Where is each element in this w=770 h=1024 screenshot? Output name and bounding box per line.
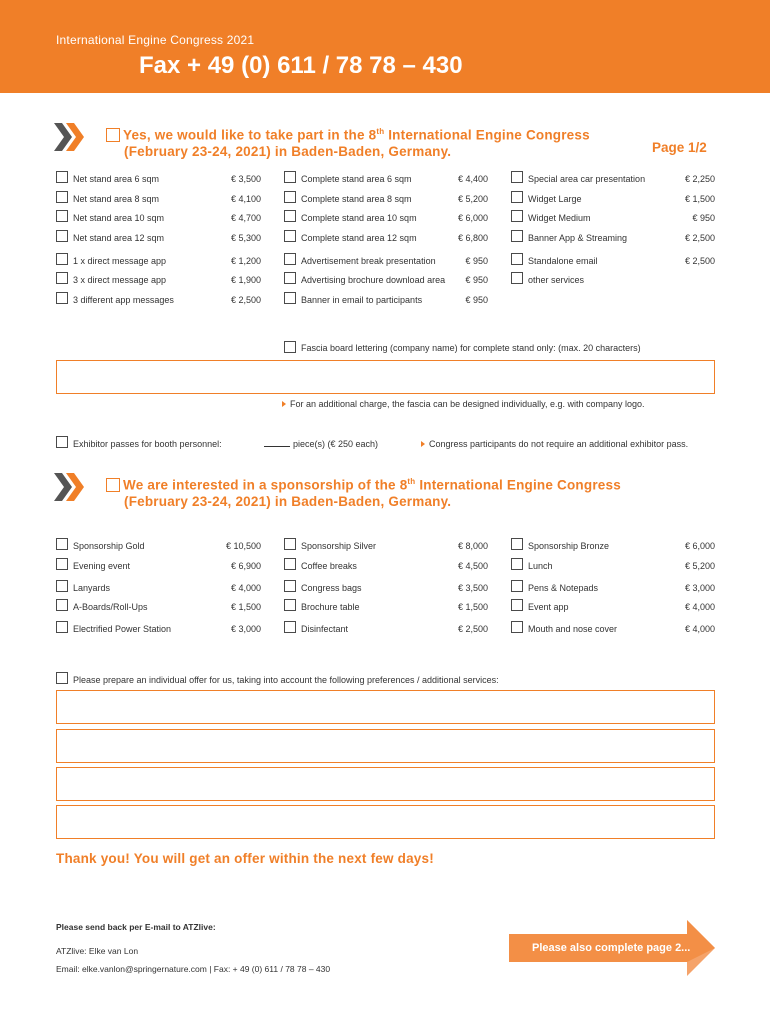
option-label: 3 different app messages — [73, 295, 174, 305]
option-checkbox[interactable] — [56, 538, 68, 550]
option-checkbox[interactable] — [284, 538, 296, 550]
offer-text-field-3[interactable] — [56, 767, 715, 801]
exhibitor-pass-note: Congress participants do not require an additional exhibitor pass. — [421, 439, 688, 449]
option-checkbox[interactable] — [511, 171, 523, 183]
fax-number: Fax + 49 (0) 611 / 78 78 – 430 — [139, 52, 463, 79]
option-price: € 2,500 — [457, 624, 488, 634]
option-price: € 4,500 — [457, 561, 488, 571]
option-checkbox[interactable] — [284, 253, 296, 265]
option-label: 3 x direct message app — [73, 275, 167, 285]
option-label: Brochure table — [301, 602, 360, 612]
fascia-note: For an additional charge, the fascia can be designed individually, e.g. with company logo. — [282, 399, 645, 409]
option-label: Congress bags — [301, 583, 362, 593]
option-price: € 4,000 — [684, 602, 715, 612]
option-label: Advertisement break presentation — [301, 256, 436, 266]
option-checkbox[interactable] — [511, 253, 523, 265]
option-label: A-Boards/Roll-Ups — [73, 602, 148, 612]
option-label: Net stand area 8 sqm — [73, 194, 160, 204]
option-price: € 950 — [465, 256, 488, 266]
option-checkbox[interactable] — [56, 292, 68, 304]
option-label: Advertising brochure download area — [301, 275, 446, 285]
option-checkbox[interactable] — [56, 580, 68, 592]
option-price: € 1,900 — [230, 275, 261, 285]
option-price: € 4,400 — [457, 174, 488, 184]
option-price: € 4,000 — [230, 583, 261, 593]
individual-offer-checkbox[interactable] — [56, 672, 68, 684]
option-label: Complete stand area 6 sqm — [301, 174, 412, 184]
option-label: 1 x direct message app — [73, 256, 167, 266]
option-checkbox[interactable] — [284, 272, 296, 284]
option-label: Evening event — [73, 561, 131, 571]
option-checkbox[interactable] — [56, 599, 68, 611]
option-label: Widget Medium — [528, 213, 591, 223]
option-checkbox[interactable] — [284, 191, 296, 203]
option-checkbox[interactable] — [284, 210, 296, 222]
option-checkbox[interactable] — [56, 230, 68, 242]
option-label: Disinfectant — [301, 624, 349, 634]
option-checkbox[interactable] — [511, 621, 523, 633]
option-checkbox[interactable] — [511, 538, 523, 550]
option-label: Complete stand area 12 sqm — [301, 233, 417, 243]
option-label: Mouth and nose cover — [528, 624, 618, 634]
option-price: € 2,500 — [684, 233, 715, 243]
option-price: € 2,250 — [684, 174, 715, 184]
option-price: € 5,200 — [684, 561, 715, 571]
congress-subtitle: International Engine Congress 2021 — [56, 33, 255, 47]
option-price: € 3,500 — [230, 174, 261, 184]
offer-text-field-4[interactable] — [56, 805, 715, 839]
option-checkbox[interactable] — [284, 621, 296, 633]
option-checkbox[interactable] — [56, 253, 68, 265]
option-price: € 2,500 — [230, 295, 261, 305]
option-checkbox[interactable] — [56, 191, 68, 203]
option-price: € 4,100 — [230, 194, 261, 204]
option-label: Sponsorship Gold — [73, 541, 145, 551]
thank-you-message: Thank you! You will get an offer within the next few days! — [56, 851, 434, 866]
option-price: € 4,700 — [230, 213, 261, 223]
option-label: other services — [528, 275, 585, 285]
option-checkbox[interactable] — [284, 230, 296, 242]
option-checkbox[interactable] — [511, 272, 523, 284]
option-label: Sponsorship Bronze — [528, 541, 610, 551]
fascia-label: Fascia board lettering (company name) for complete stand only: (max. 20 characters) — [301, 343, 641, 353]
contact-name: ATZlive: Elke van Lon — [56, 946, 139, 956]
option-price: € 5,300 — [230, 233, 261, 243]
option-label: Complete stand area 10 sqm — [301, 213, 417, 223]
option-label: Electrified Power Station — [73, 624, 172, 634]
option-price: € 3,000 — [230, 624, 261, 634]
option-label: Event app — [528, 602, 569, 612]
option-checkbox[interactable] — [284, 558, 296, 570]
option-label: Standalone email — [528, 256, 598, 266]
option-label: Widget Large — [528, 194, 582, 204]
triangle-right-icon — [421, 441, 425, 447]
option-price: € 6,000 — [457, 213, 488, 223]
option-price: € 2,500 — [684, 256, 715, 266]
option-price: € 950 — [465, 295, 488, 305]
option-checkbox[interactable] — [56, 171, 68, 183]
option-label: Coffee breaks — [301, 561, 357, 571]
option-checkbox[interactable] — [511, 191, 523, 203]
sponsorship-checkbox[interactable] — [106, 478, 120, 492]
participate-checkbox[interactable] — [106, 128, 120, 142]
option-price: € 950 — [465, 275, 488, 285]
option-checkbox[interactable] — [511, 580, 523, 592]
option-checkbox[interactable] — [56, 210, 68, 222]
contact-email: Email: elke.vanlon@springernature.com | Fax: + 49 (0) 611 / 78 78 – 430 — [56, 964, 331, 974]
option-price: € 6,000 — [684, 541, 715, 551]
option-price: € 3,000 — [684, 583, 715, 593]
individual-offer-label: Please prepare an individual offer for us, taking into account the following preferences / additional services: — [73, 675, 499, 685]
option-price: € 4,000 — [684, 624, 715, 634]
option-price: € 8,000 — [457, 541, 488, 551]
offer-text-field-1[interactable] — [56, 690, 715, 724]
quantity-field[interactable] — [264, 446, 290, 447]
section1-title: Yes, we would like to take part in the 8th International Engine Congress (February 23-24, 2021) in Baden-Baden, Germany. — [106, 124, 590, 160]
fascia-text-field[interactable] — [56, 360, 715, 394]
option-checkbox[interactable] — [511, 599, 523, 611]
offer-text-field-2[interactable] — [56, 729, 715, 763]
option-label: Banner in email to participants — [301, 295, 423, 305]
fascia-checkbox[interactable] — [284, 341, 296, 353]
double-chevron-right-icon — [54, 473, 86, 501]
option-label: Lunch — [528, 561, 553, 571]
double-chevron-right-icon — [54, 123, 86, 151]
option-price: € 1,500 — [684, 194, 715, 204]
option-price: € 1,500 — [230, 602, 261, 612]
page-number: Page 1/2 — [652, 140, 707, 155]
exhibitor-pass-label: Exhibitor passes for booth personnel: — [73, 439, 222, 449]
option-label: Banner App & Streaming — [528, 233, 628, 243]
option-checkbox[interactable] — [284, 292, 296, 304]
option-price: € 3,500 — [457, 583, 488, 593]
send-back-heading: Please send back per E-mail to ATZlive: — [56, 922, 216, 932]
option-checkbox[interactable] — [284, 171, 296, 183]
option-label: Complete stand area 8 sqm — [301, 194, 412, 204]
option-label: Pens & Notepads — [528, 583, 599, 593]
triangle-right-icon — [282, 401, 286, 407]
next-page-link[interactable]: Please also complete page 2... — [532, 942, 691, 954]
option-checkbox[interactable] — [284, 580, 296, 592]
option-checkbox[interactable] — [56, 558, 68, 570]
option-price: € 5,200 — [457, 194, 488, 204]
option-price: € 1,200 — [230, 256, 261, 266]
option-price: € 6,900 — [230, 561, 261, 571]
option-label: Net stand area 6 sqm — [73, 174, 160, 184]
option-checkbox[interactable] — [511, 230, 523, 242]
option-label: Lanyards — [73, 583, 111, 593]
option-price: € 10,500 — [225, 541, 261, 551]
option-checkbox[interactable] — [56, 272, 68, 284]
exhibitor-pass-checkbox[interactable] — [56, 436, 68, 448]
option-price: € 1,500 — [457, 602, 488, 612]
section2-title: We are interested in a sponsorship of the 8th International Engine Congress (February 23-24, 2021) in Baden-Baden, Germany. — [106, 474, 621, 510]
option-price: € 950 — [692, 213, 715, 223]
option-label: Net stand area 10 sqm — [73, 213, 165, 223]
option-label: Sponsorship Silver — [301, 541, 377, 551]
option-price: € 6,800 — [457, 233, 488, 243]
option-checkbox[interactable] — [284, 599, 296, 611]
option-checkbox[interactable] — [56, 621, 68, 633]
option-label: Net stand area 12 sqm — [73, 233, 165, 243]
option-checkbox[interactable] — [511, 210, 523, 222]
option-label: Special area car presentation — [528, 174, 646, 184]
option-checkbox[interactable] — [511, 558, 523, 570]
exhibitor-pass-quantity: piece(s) (€ 250 each) — [264, 439, 378, 449]
